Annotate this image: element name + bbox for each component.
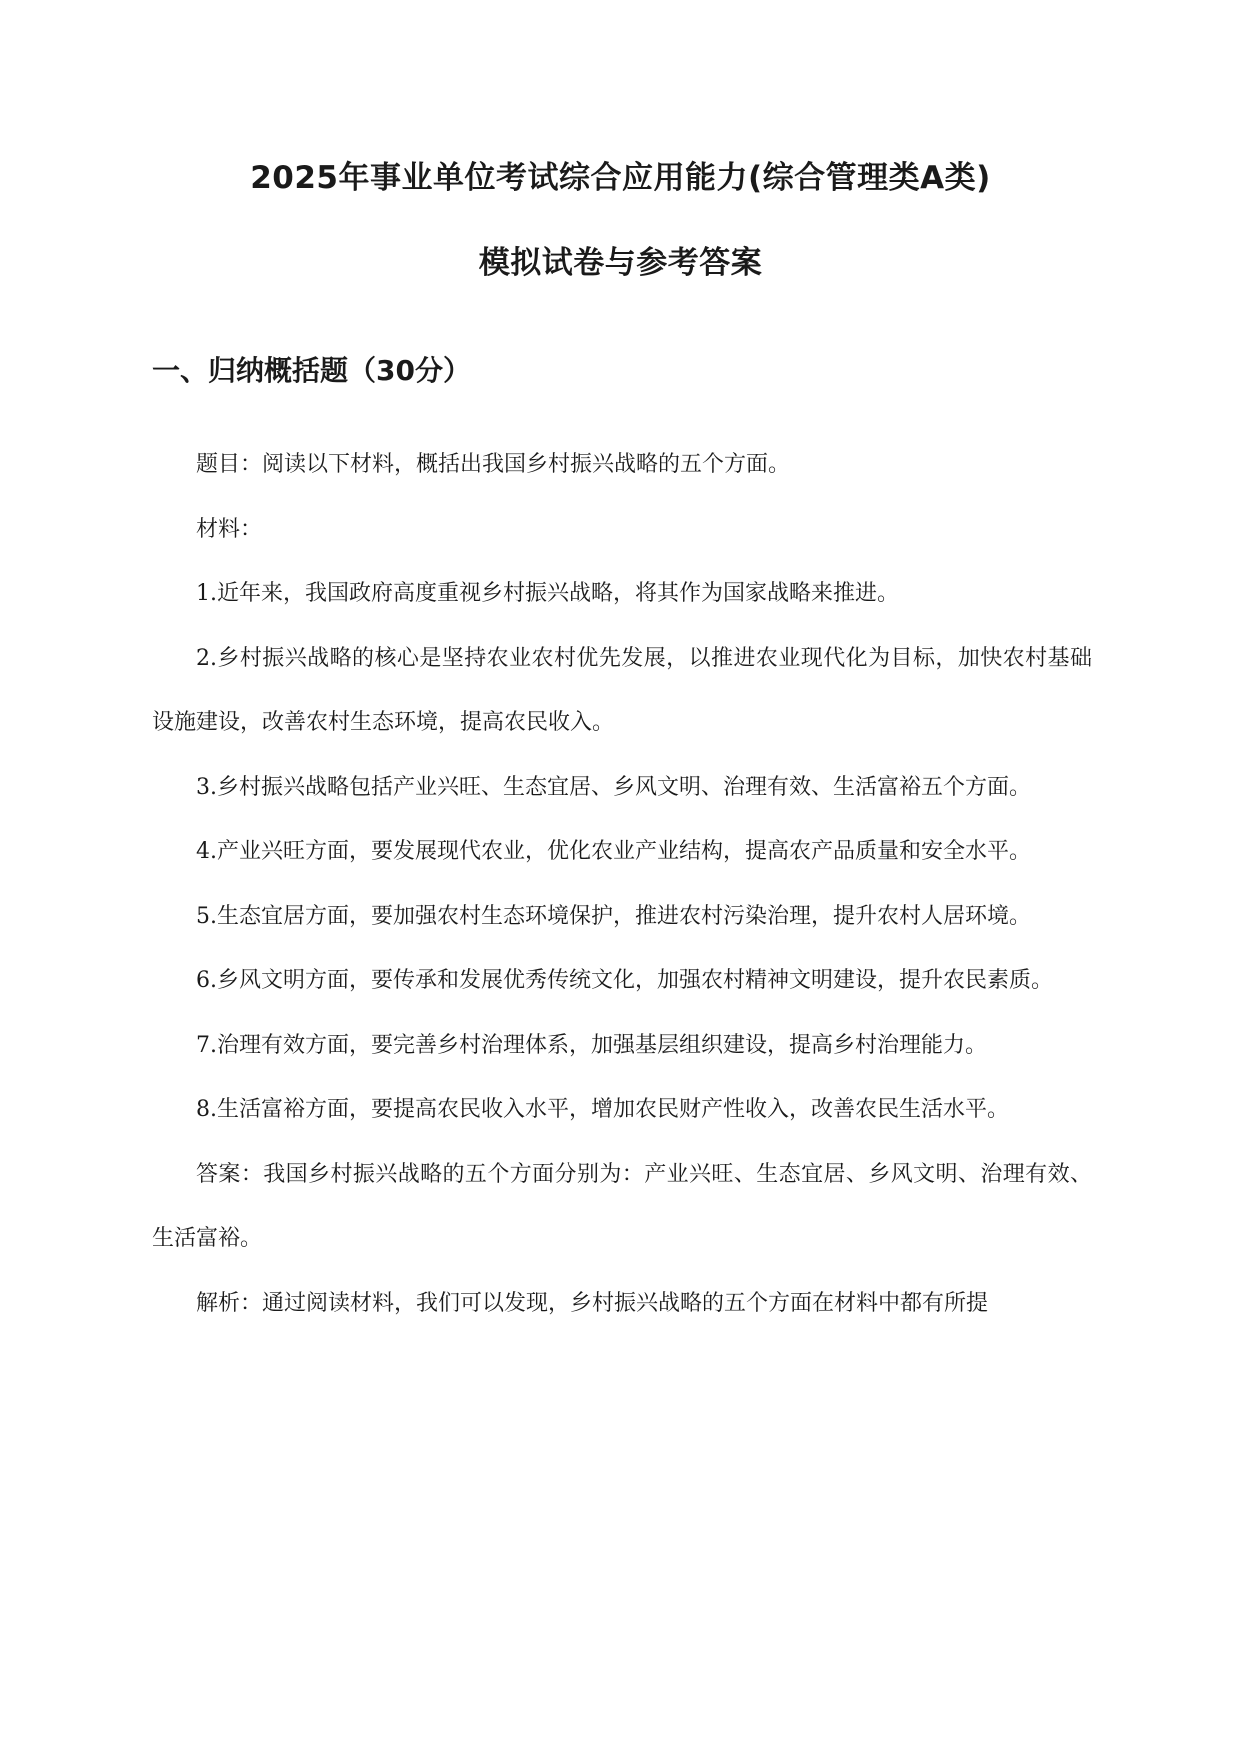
- material-item-1: 1.近年来，我国政府高度重视乡村振兴战略，将其作为国家战略来推进。: [196, 581, 899, 606]
- analysis-paragraph: 解析：通过阅读材料，我们可以发现，乡村振兴战略的五个方面在材料中都有所提: [196, 1290, 989, 1316]
- material-item-6: 6.乡风文明方面，要传承和发展优秀传统文化，加强农村精神文明建设，提升农民素质。: [196, 968, 1053, 993]
- material-item-8: 8.生活富裕方面，要提高农民收入水平，增加农民财产性收入，改善农民生活水平。: [196, 1097, 1009, 1122]
- answer-paragraph: 答案：我国乡村振兴战略的五个方面分别为：产业兴旺、生态宜居、乡风文明、治理有效、生活富裕。: [152, 1161, 1092, 1251]
- material-item-7: 7.治理有效方面，要完善乡村治理体系，加强基层组织建设，提高乡村治理能力。: [196, 1032, 987, 1058]
- document-body: [152, 433, 1092, 1336]
- question-prompt: 题目：阅读以下材料，概括出我国乡村振兴战略的五个方面。: [196, 452, 791, 477]
- document-title-line2: 模拟试卷与参考答案: [478, 245, 763, 281]
- material-item-2: 2.乡村振兴战略的核心是坚持农业农村优先发展，以推进农业现代化为目标，加快农村基础设施建设，改善农村生态环境，提高农民收入。: [152, 645, 1092, 735]
- material-label: 材料：: [196, 516, 263, 542]
- section-heading: 一、归纳概括题（30分）: [152, 354, 471, 387]
- document-title-line1: 2025年事业单位考试综合应用能力(综合管理类A类): [250, 160, 991, 196]
- material-item-4: 4.产业兴旺方面，要发展现代农业，优化农业产业结构，提高农产品质量和安全水平。: [196, 839, 1031, 864]
- material-item-5: 5.生态宜居方面，要加强农村生态环境保护，推进农村污染治理，提升农村人居环境。: [196, 903, 1031, 929]
- material-item-3: 3.乡村振兴战略包括产业兴旺、生态宜居、乡风文明、治理有效、生活富裕五个方面。: [196, 774, 1031, 800]
